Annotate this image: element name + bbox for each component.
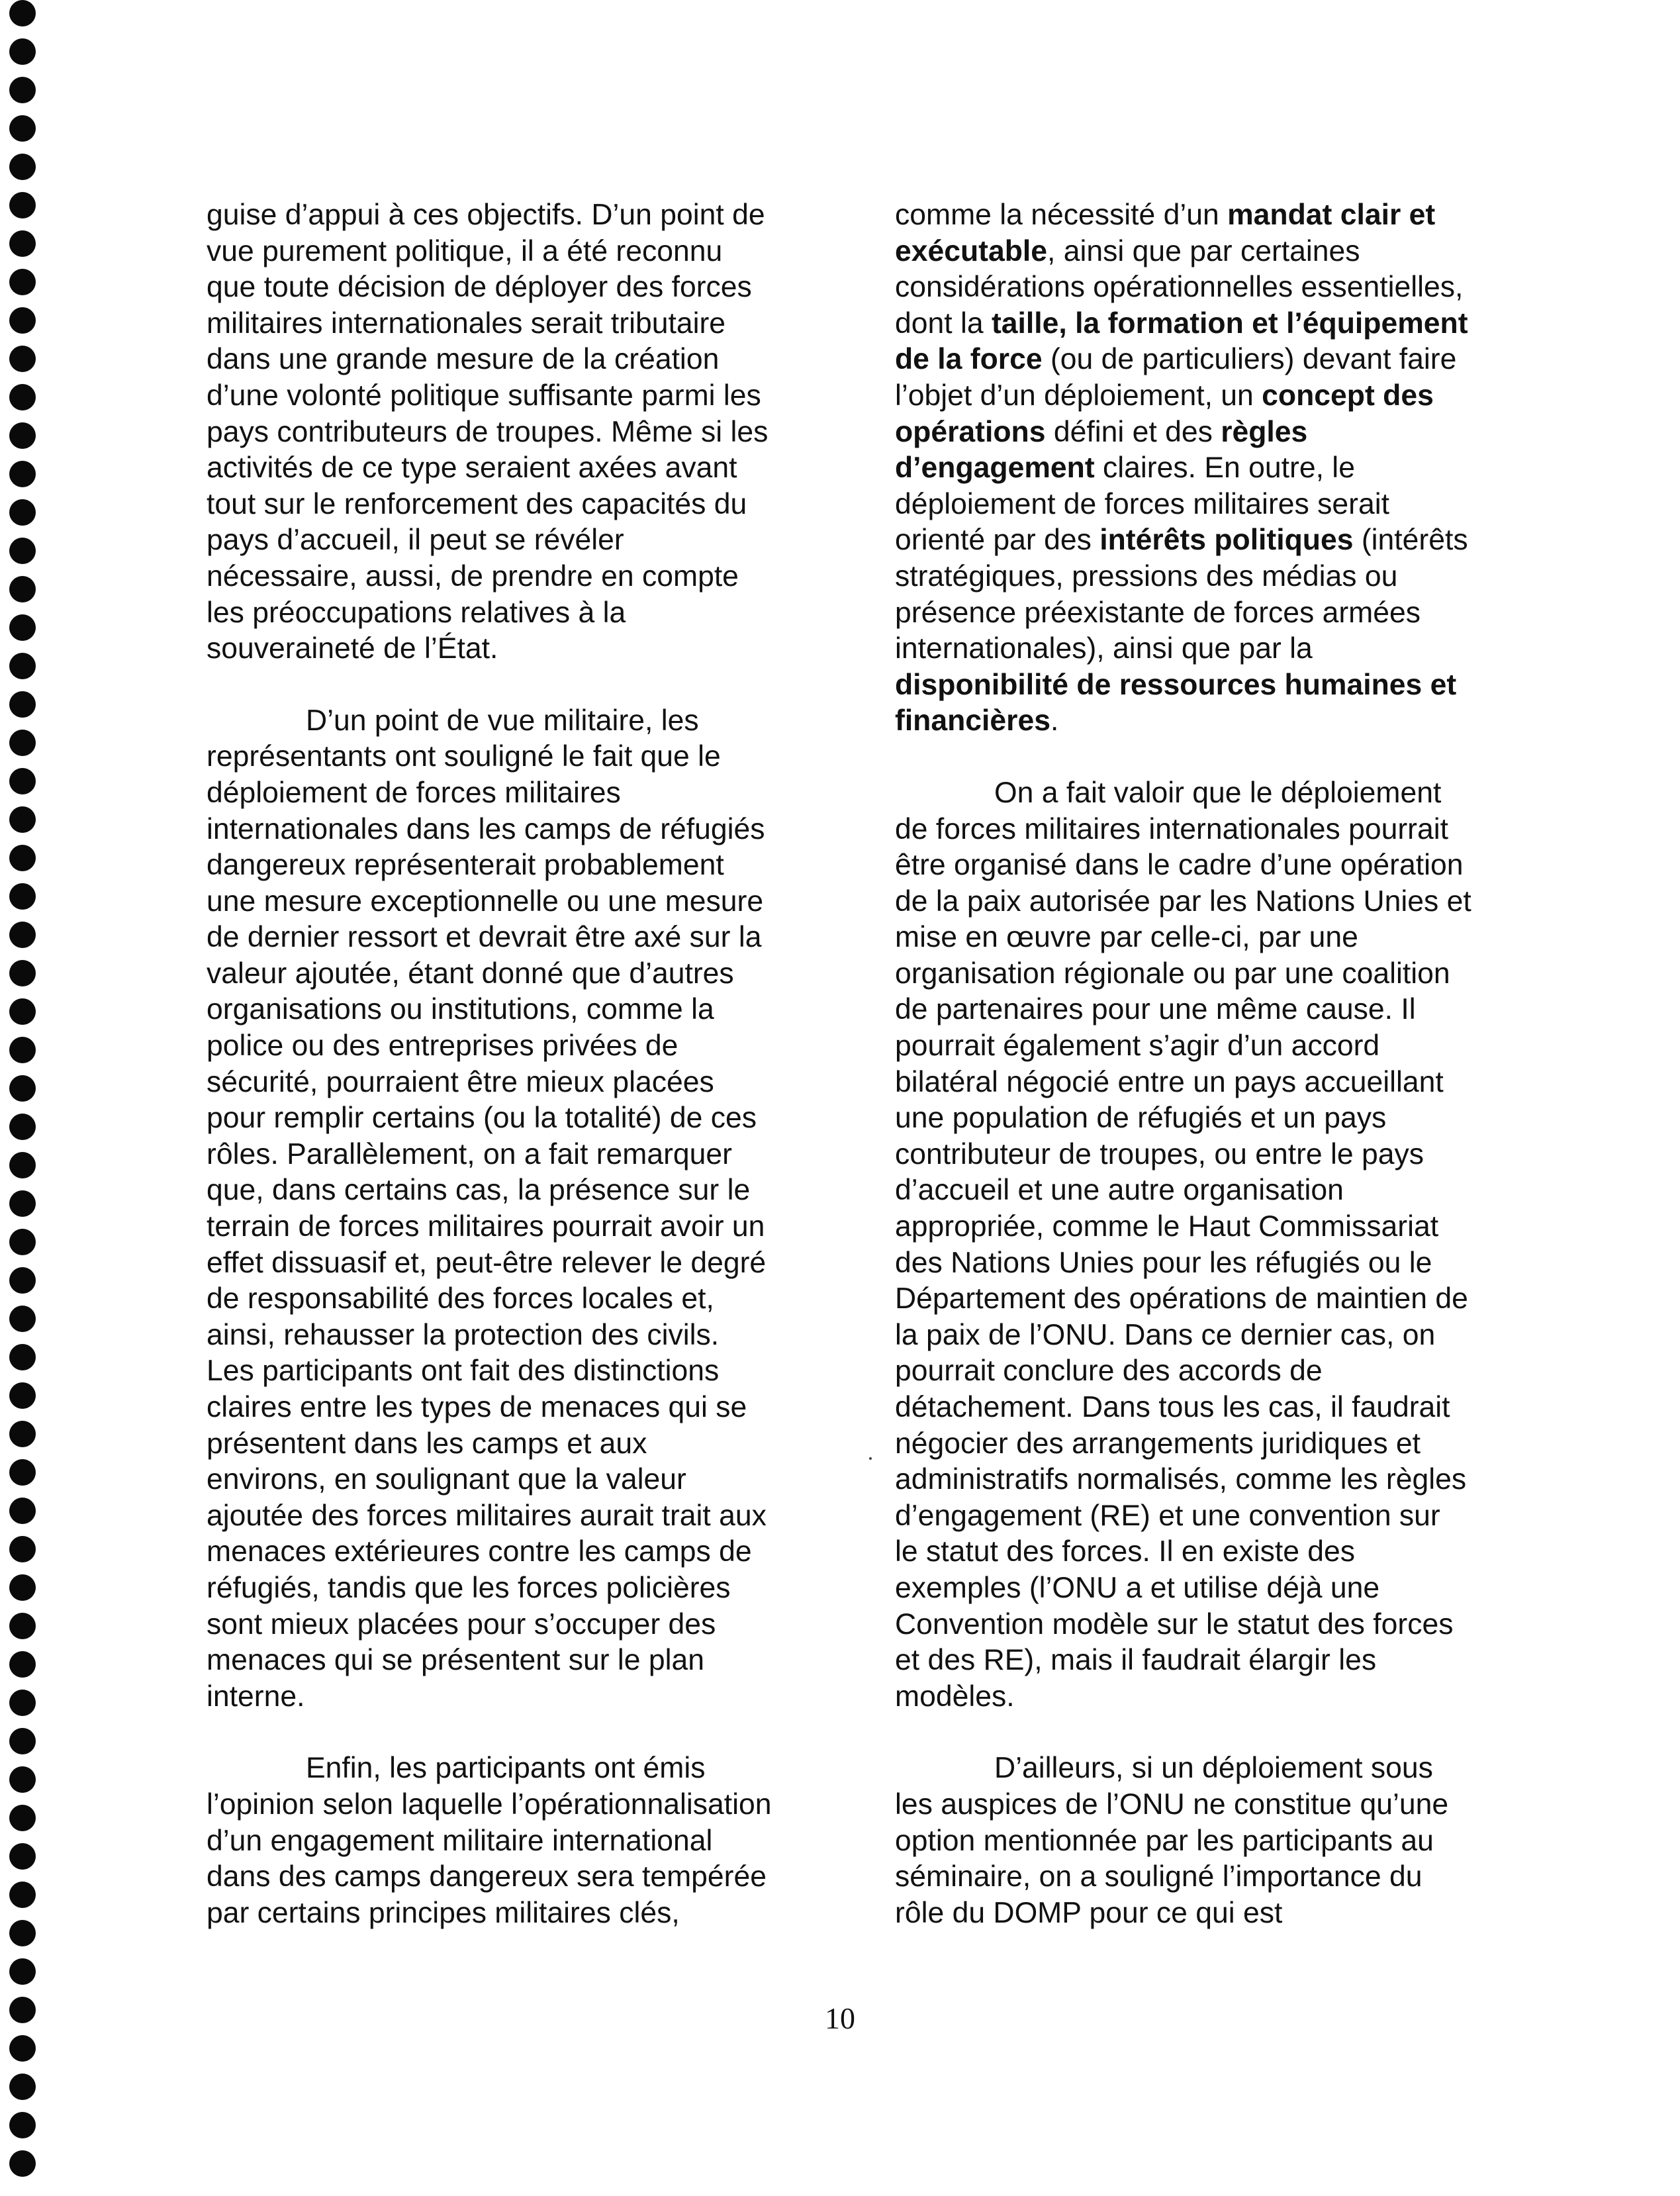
text-run: organisations ou institutions, comme la — [207, 993, 714, 1026]
text-line — [207, 197, 829, 234]
text-line — [895, 269, 1524, 306]
text-line — [207, 1172, 829, 1209]
text-run: pourrait également s’agir d’un accord — [895, 1029, 1380, 1063]
text-line — [207, 1028, 829, 1065]
text-run: rôle du DOMP pour ce qui est — [895, 1896, 1283, 1929]
punch-hole — [9, 1766, 36, 1793]
text-run: présence préexistante de forces armées — [895, 596, 1421, 629]
text-line — [895, 703, 1524, 740]
punch-hole — [9, 614, 36, 641]
text-run: D’un point de vue militaire, les — [306, 704, 699, 737]
text-line — [895, 992, 1524, 1028]
text-line — [207, 342, 829, 378]
punch-hole — [9, 1190, 36, 1217]
paragraph — [895, 1750, 1524, 1931]
punch-hole — [9, 1843, 36, 1870]
punch-hole — [9, 1651, 36, 1678]
text-run: vue purement politique, il a été reconnu — [207, 234, 723, 267]
text-run: appropriée, comme le Haut Commissariat — [895, 1210, 1439, 1243]
text-line — [895, 1245, 1524, 1282]
bold-text: taille, la formation et l’équipement — [991, 307, 1468, 340]
text-line — [207, 1859, 829, 1895]
text-line — [207, 847, 829, 884]
punch-hole — [9, 1920, 36, 1946]
text-line — [207, 1895, 829, 1932]
text-run: une population de réfugiés et un pays — [895, 1102, 1387, 1135]
punch-hole — [9, 1421, 36, 1447]
punch-hole — [9, 960, 36, 986]
punch-hole — [9, 538, 36, 564]
text-run: de dernier ressort et devrait être axé sur la — [207, 921, 762, 954]
text-run: négocier des arrangements juridiques et — [895, 1427, 1421, 1460]
text-run: sécurité, pourraient être mieux placées — [207, 1065, 714, 1098]
text-line — [895, 812, 1524, 848]
text-run: de responsabilité des forces locales et, — [207, 1282, 714, 1315]
text-run: interne. — [207, 1680, 305, 1713]
punch-hole — [9, 1728, 36, 1754]
text-line — [207, 1462, 829, 1498]
punch-hole — [9, 730, 36, 756]
text-line — [207, 595, 829, 632]
text-run: dont la — [895, 307, 992, 340]
punch-hole — [9, 2035, 36, 2062]
text-line — [207, 1607, 829, 1643]
text-run: claires entre les types de menaces qui se — [207, 1391, 747, 1423]
text-run: d’engagement (RE) et une convention sur — [895, 1499, 1440, 1532]
paragraph — [207, 1750, 829, 1931]
punch-hole — [9, 77, 36, 103]
punch-hole — [9, 1382, 36, 1409]
text-line — [895, 667, 1524, 704]
text-line — [895, 342, 1524, 378]
text-run: de forces militaires internationales pourrait — [895, 812, 1449, 845]
text-run: pays contributeurs de troupes. Même si les — [207, 415, 769, 448]
punch-hole — [9, 0, 36, 26]
text-run: la paix de l’ONU. Dans ce dernier cas, on — [895, 1318, 1436, 1351]
text-run: . — [1050, 704, 1059, 738]
text-line — [207, 1065, 829, 1101]
text-line — [895, 1353, 1524, 1390]
text-line — [895, 1607, 1524, 1643]
text-run: sont mieux placées pour s’occuper des — [207, 1607, 716, 1641]
punch-hole — [9, 38, 36, 65]
text-line — [895, 1570, 1524, 1607]
punch-hole — [9, 1037, 36, 1063]
text-line — [207, 306, 829, 342]
text-run: déploiement de forces militaires serait — [895, 487, 1389, 520]
text-line — [895, 884, 1524, 920]
punch-hole — [9, 422, 36, 449]
bold-text: disponibilité de ressources humaines et — [895, 668, 1457, 701]
text-line — [895, 1172, 1524, 1209]
punch-hole — [9, 307, 36, 334]
text-line — [207, 920, 829, 956]
punch-hole — [9, 653, 36, 679]
text-run: une mesure exceptionnelle ou une mesure — [207, 884, 764, 918]
text-run: l’opinion selon laquelle l’opérationnalisation — [207, 1788, 772, 1821]
text-line — [207, 1281, 829, 1317]
text-line — [895, 1028, 1524, 1065]
text-line — [895, 1498, 1524, 1535]
text-run: déploiement de forces militaires — [207, 776, 621, 809]
text-run: détachement. Dans tous les cas, il faudrait — [895, 1391, 1450, 1423]
text-line — [895, 1750, 1524, 1787]
text-line — [895, 559, 1524, 595]
paragraph — [895, 197, 1524, 740]
text-run: présentent dans les camps et aux — [207, 1427, 647, 1460]
punch-hole — [9, 1267, 36, 1294]
text-run: activités de ce type seraient axées avant — [207, 452, 737, 485]
punch-hole — [9, 2112, 36, 2138]
text-run: police ou des entreprises privées de — [207, 1029, 678, 1063]
text-run: tout sur le renforcement des capacités du — [207, 487, 747, 520]
text-run: valeur ajoutée, étant donné que d’autres — [207, 957, 734, 990]
bold-text: intérêts politiques — [1099, 524, 1354, 557]
text-line — [895, 1462, 1524, 1498]
text-run: guise d’appui à ces objectifs. D’un point de — [207, 199, 765, 231]
text-line — [895, 1643, 1524, 1679]
text-line — [895, 378, 1524, 414]
bold-text: d’engagement — [895, 452, 1095, 485]
punch-hole — [9, 1344, 36, 1370]
text-run: et des RE), mais il faudrait élargir les — [895, 1644, 1377, 1677]
text-line — [895, 775, 1524, 812]
text-line — [207, 1679, 829, 1715]
text-run: réfugiés, tandis que les forces policières — [207, 1571, 731, 1604]
punch-hole — [9, 384, 36, 410]
text-line — [207, 956, 829, 992]
text-line — [207, 1426, 829, 1462]
punch-hole — [9, 115, 36, 142]
right-column — [895, 197, 1524, 1931]
punch-hole — [9, 1498, 36, 1524]
punch-hole — [9, 461, 36, 487]
text-run: organisation régionale ou par une coalition — [895, 957, 1450, 990]
text-line — [207, 269, 829, 306]
text-line — [895, 1426, 1524, 1462]
text-run: (ou de particuliers) devant faire — [1042, 343, 1457, 376]
text-run: dans une grande mesure de la création — [207, 343, 720, 376]
text-line — [895, 631, 1524, 667]
text-line — [207, 234, 829, 270]
text-line — [207, 775, 829, 812]
text-line — [895, 595, 1524, 632]
text-line — [895, 414, 1524, 451]
text-line — [207, 1137, 829, 1173]
binder-punch-holes — [5, 0, 45, 2196]
text-run: mise en œuvre par celle-ci, par une — [895, 921, 1358, 954]
punch-hole — [9, 192, 36, 218]
text-line — [207, 1245, 829, 1282]
text-line — [207, 1100, 829, 1137]
bold-text: financières — [895, 704, 1050, 738]
text-line — [895, 956, 1524, 992]
text-line — [895, 1534, 1524, 1570]
left-column — [207, 197, 829, 1931]
punch-hole — [9, 806, 36, 833]
punch-hole — [9, 1229, 36, 1255]
text-line — [207, 1317, 829, 1354]
text-line — [207, 378, 829, 414]
text-run: orienté par des — [895, 524, 1100, 557]
text-line — [895, 1281, 1524, 1317]
text-line — [895, 920, 1524, 956]
text-line — [895, 1209, 1524, 1245]
text-line — [207, 739, 829, 775]
text-run: pays d’accueil, il peut se révéler — [207, 524, 624, 557]
text-run: bilatéral négocié entre un pays accueillant — [895, 1065, 1444, 1098]
text-line — [207, 487, 829, 523]
text-run: internationales dans les camps de réfugiés — [207, 812, 765, 845]
text-line — [207, 1643, 829, 1679]
punch-hole — [9, 1152, 36, 1178]
punch-hole — [9, 2074, 36, 2100]
text-line — [895, 1895, 1524, 1932]
text-line — [895, 487, 1524, 523]
text-run: que, dans certains cas, la présence sur le — [207, 1174, 751, 1207]
text-run: d’un engagement militaire international — [207, 1824, 713, 1857]
punch-hole — [9, 691, 36, 718]
text-run: d’une volonté politique suffisante parmi les — [207, 379, 761, 412]
text-line — [207, 1534, 829, 1570]
text-run: rôles. Parallèlement, on a fait remarquer — [207, 1137, 732, 1170]
text-line — [207, 812, 829, 848]
text-line — [895, 1679, 1524, 1715]
text-line — [207, 450, 829, 487]
text-line — [207, 414, 829, 451]
text-line — [207, 631, 829, 667]
text-run: D’ailleurs, si un déploiement sous — [994, 1752, 1433, 1785]
punch-hole — [9, 1690, 36, 1716]
text-line — [895, 1823, 1524, 1860]
text-run: Les participants ont fait des distinctions — [207, 1355, 720, 1388]
text-run: terrain de forces militaires pourrait avoir un — [207, 1210, 765, 1243]
text-line — [895, 522, 1524, 559]
punch-hole — [9, 883, 36, 910]
punch-hole — [9, 269, 36, 295]
text-run: Convention modèle sur le statut des forces — [895, 1607, 1454, 1641]
text-line — [207, 884, 829, 920]
text-line — [895, 1859, 1524, 1895]
text-run: internationales), ainsi que par la — [895, 632, 1313, 665]
text-run: l’objet d’un déploiement, un — [895, 379, 1262, 412]
punch-hole — [9, 1536, 36, 1562]
punch-hole — [9, 845, 36, 871]
text-run: menaces qui se présentent sur le plan — [207, 1644, 705, 1677]
text-run: Enfin, les participants ont émis — [306, 1752, 706, 1785]
text-line — [895, 306, 1524, 342]
text-run: pour remplir certains (ou la totalité) de ces — [207, 1102, 757, 1135]
bold-text: opérations — [895, 415, 1046, 448]
punch-hole — [9, 346, 36, 372]
text-run: administratifs normalisés, comme les règles — [895, 1463, 1467, 1496]
text-line — [895, 450, 1524, 487]
text-line — [895, 847, 1524, 884]
punch-hole — [9, 1075, 36, 1102]
text-run: ainsi, rehausser la protection des civils. — [207, 1318, 720, 1351]
punch-hole — [9, 1306, 36, 1332]
text-run: Département des opérations de maintien de — [895, 1282, 1468, 1315]
punch-hole — [9, 576, 36, 602]
text-line — [207, 1823, 829, 1860]
text-run: option mentionnée par les participants au — [895, 1824, 1434, 1857]
paragraph — [207, 197, 829, 667]
punch-hole — [9, 230, 36, 257]
text-run: nécessaire, aussi, de prendre en compte — [207, 559, 739, 593]
text-line — [207, 1570, 829, 1607]
text-run: de partenaires pour une même cause. Il — [895, 993, 1416, 1026]
text-run: être organisé dans le cadre d’une opération — [895, 849, 1464, 882]
scan-speck — [869, 1457, 872, 1460]
text-run: effet dissuasif et, peut-être relever le degré — [207, 1246, 767, 1279]
text-run: contributeur de troupes, ou entre le pays — [895, 1137, 1424, 1170]
text-run: pourrait conclure des accords de — [895, 1355, 1323, 1388]
text-run: modèles. — [895, 1680, 1015, 1713]
text-line — [895, 1317, 1524, 1354]
punch-hole — [9, 1574, 36, 1601]
bold-text: de la force — [895, 343, 1043, 376]
text-run: que toute décision de déployer des forces — [207, 271, 752, 304]
text-run: souveraineté de l’État. — [207, 632, 498, 665]
text-run: environs, en soulignant que la valeur — [207, 1463, 686, 1496]
text-run: considérations opérationnelles essentielles, — [895, 271, 1464, 304]
text-line — [207, 992, 829, 1028]
text-line — [895, 234, 1524, 270]
punch-hole — [9, 1114, 36, 1140]
text-run: ajoutée des forces militaires aurait trait aux — [207, 1499, 767, 1532]
text-line — [895, 1137, 1524, 1173]
text-line — [207, 559, 829, 595]
text-line — [895, 1100, 1524, 1137]
text-run: comme la nécessité d’un — [895, 199, 1228, 231]
punch-hole — [9, 1459, 36, 1486]
text-run: On a fait valoir que le déploiement — [994, 776, 1442, 809]
bold-text: règles — [1221, 415, 1308, 448]
text-run: militaires internationales serait tributaire — [207, 307, 726, 340]
text-run: de la paix autorisée par les Nations Unies et — [895, 884, 1471, 918]
text-line — [895, 1065, 1524, 1101]
text-run: les auspices de l’ONU ne constitue qu’une — [895, 1788, 1449, 1821]
punch-hole — [9, 1805, 36, 1831]
text-run: les préoccupations relatives à la — [207, 596, 626, 629]
text-line — [207, 1498, 829, 1535]
text-run: défini et des — [1045, 415, 1221, 448]
punch-hole — [9, 922, 36, 948]
text-line — [207, 703, 829, 740]
text-run: des Nations Unies pour les réfugiés ou le — [895, 1246, 1432, 1279]
text-line — [207, 522, 829, 559]
text-line — [207, 1209, 829, 1245]
punch-hole — [9, 1882, 36, 1908]
text-run: , ainsi que par certaines — [1047, 234, 1360, 267]
text-run: séminaire, on a souligné l’importance du — [895, 1860, 1423, 1893]
text-line — [207, 1353, 829, 1390]
text-run: exemples (l’ONU a et utilise déjà une — [895, 1571, 1380, 1604]
punch-hole — [9, 1613, 36, 1639]
punch-hole — [9, 998, 36, 1025]
bold-text: exécutable — [895, 234, 1048, 267]
bold-text: mandat clair et — [1227, 199, 1436, 231]
text-line — [895, 197, 1524, 234]
punch-hole — [9, 1958, 36, 1985]
punch-hole — [9, 768, 36, 794]
text-run: d’accueil et une autre organisation — [895, 1174, 1344, 1207]
text-run: le statut des forces. Il en existe des — [895, 1535, 1356, 1568]
paragraph — [207, 703, 829, 1715]
punch-hole — [9, 154, 36, 180]
text-run: stratégiques, pressions des médias ou — [895, 559, 1398, 593]
text-line — [207, 1390, 829, 1426]
text-run: (intérêts — [1353, 524, 1468, 557]
text-run: menaces extérieures contre les camps de — [207, 1535, 752, 1568]
text-line — [207, 1787, 829, 1823]
text-run: représentants ont souligné le fait que le — [207, 740, 721, 773]
punch-hole — [9, 499, 36, 526]
punch-hole — [9, 2150, 36, 2177]
paragraph — [895, 775, 1524, 1715]
text-line — [207, 1750, 829, 1787]
text-run: claires. En outre, le — [1094, 452, 1355, 485]
page-number: 10 — [825, 2001, 855, 2035]
text-line — [895, 1390, 1524, 1426]
text-run: dans des camps dangereux sera tempérée — [207, 1860, 767, 1893]
text-line — [895, 1787, 1524, 1823]
bold-text: concept des — [1262, 379, 1434, 412]
text-run: par certains principes militaires clés, — [207, 1896, 680, 1929]
text-run: dangereux représenterait probablement — [207, 849, 724, 882]
